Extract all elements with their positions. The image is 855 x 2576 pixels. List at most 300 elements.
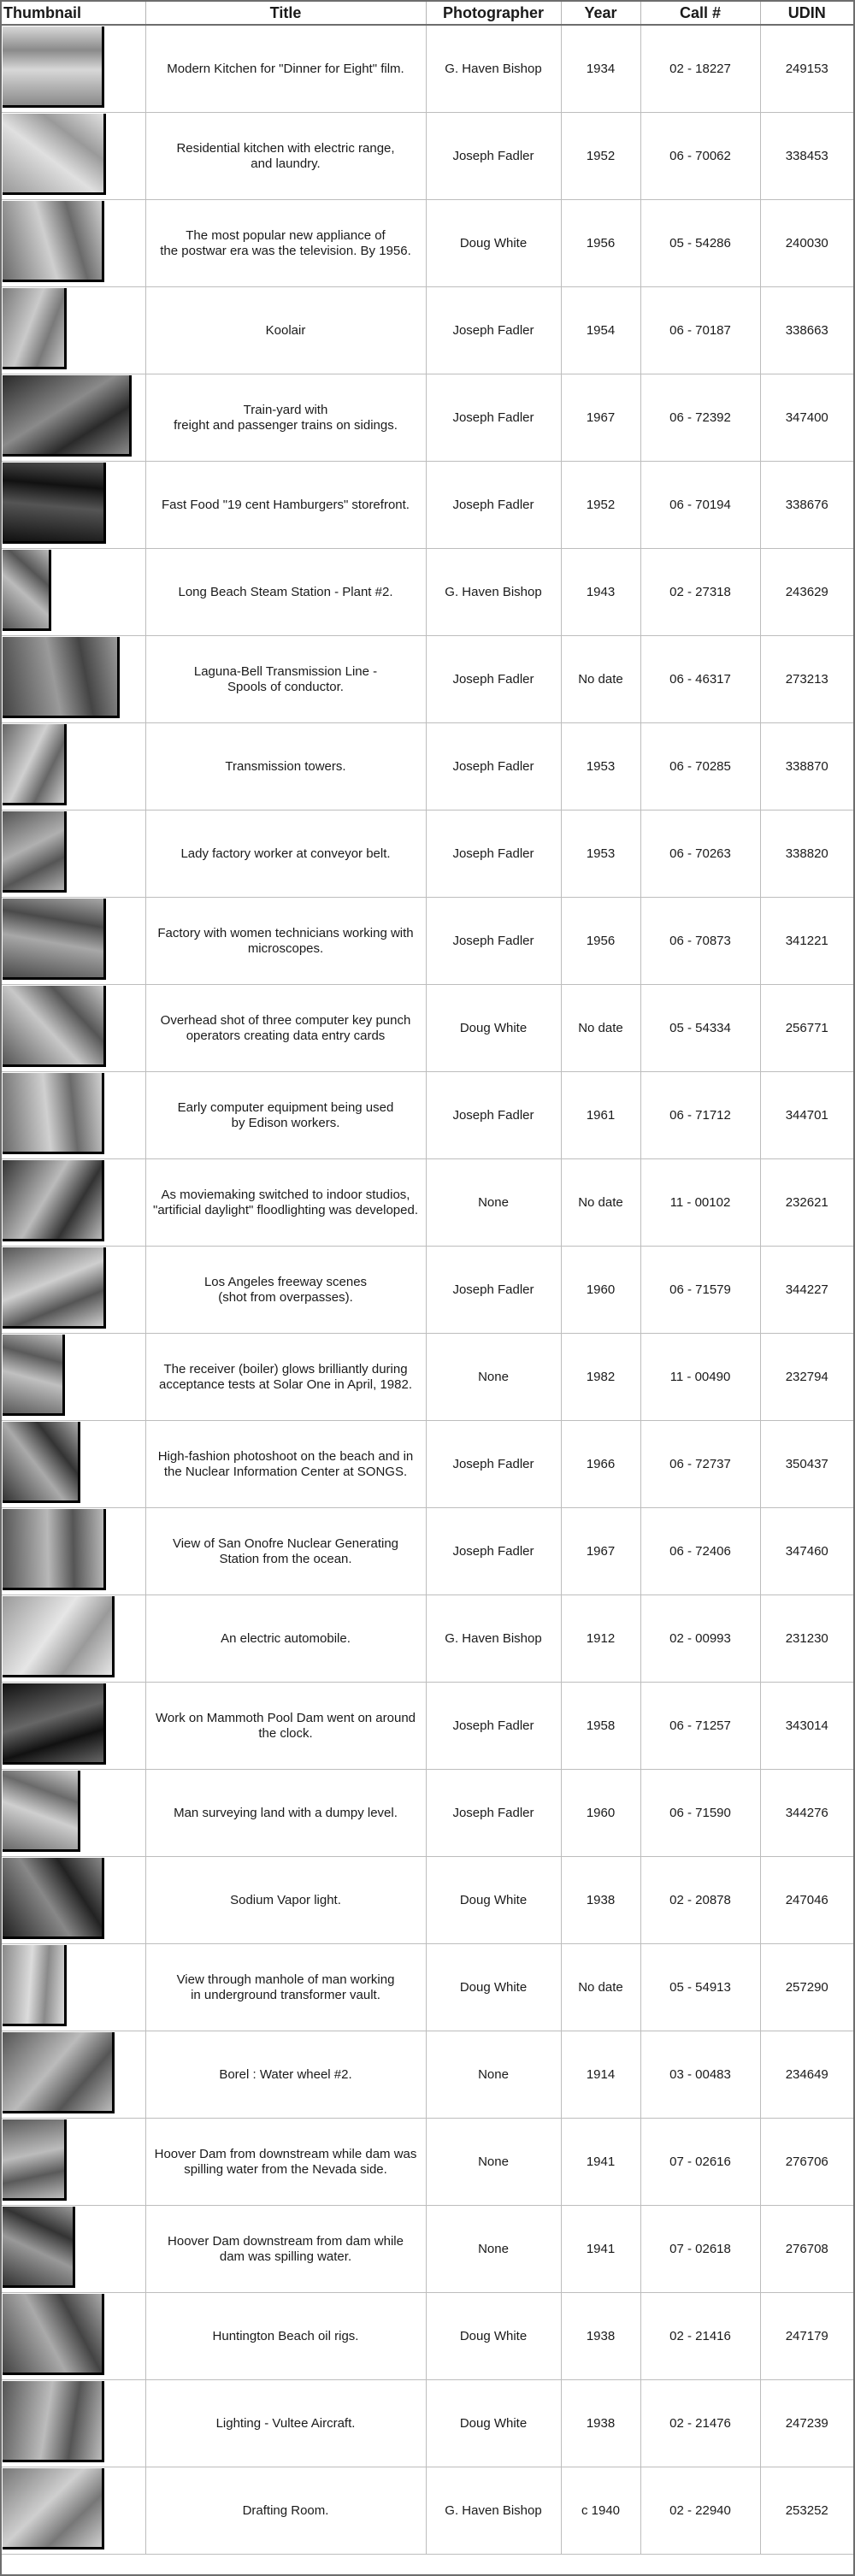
call-number-text: 07 - 02618 — [669, 2241, 731, 2256]
year-text: No date — [578, 1979, 623, 1995]
udin-cell — [760, 2380, 853, 2467]
udin-text: 253252 — [785, 2502, 828, 2518]
year-cell — [561, 1421, 640, 1508]
call-number-text: 11 - 00102 — [669, 1194, 731, 1210]
thumbnail-photo[interactable] — [3, 986, 106, 1067]
title-cell — [145, 1159, 426, 1247]
thumbnail-cell — [2, 1247, 145, 1334]
thumbnail-cell — [2, 723, 145, 811]
call-number-cell — [640, 1595, 760, 1683]
thumbnail-photo[interactable] — [3, 1509, 106, 1590]
year-text: 1938 — [586, 2328, 616, 2343]
thumbnail-cell — [2, 1421, 145, 1508]
title-text: Train-yard with freight and passenger trains on sidings. — [174, 402, 398, 433]
call-number-cell — [640, 2467, 760, 2555]
title-cell — [145, 549, 426, 636]
thumbnail-photo[interactable] — [3, 1858, 104, 1939]
thumbnail-photo[interactable] — [3, 550, 51, 631]
year-text: No date — [578, 1194, 623, 1210]
photographer-cell — [426, 2380, 561, 2467]
udin-text: 344276 — [785, 1805, 828, 1820]
title-cell — [145, 462, 426, 549]
year-cell — [561, 2031, 640, 2119]
call-number-cell — [640, 985, 760, 1072]
title-cell — [145, 2206, 426, 2293]
year-text: 1941 — [586, 2241, 616, 2256]
udin-text: 338676 — [785, 497, 828, 512]
year-text: 1952 — [586, 148, 616, 163]
thumbnail-photo[interactable] — [3, 114, 106, 195]
thumbnail-photo[interactable] — [3, 375, 132, 457]
year-cell — [561, 898, 640, 985]
udin-cell — [760, 1334, 853, 1421]
photographer-cell — [426, 287, 561, 374]
photographer-cell — [426, 1683, 561, 1770]
call-number-text: 06 - 70873 — [669, 933, 731, 948]
udin-cell — [760, 1595, 853, 1683]
year-cell — [561, 1595, 640, 1683]
photographer-text: Joseph Fadler — [452, 671, 534, 687]
thumbnail-cell — [2, 549, 145, 636]
udin-cell — [760, 1944, 853, 2031]
photo-catalog-table — [2, 2, 853, 2555]
table-row — [2, 25, 853, 113]
call-number-cell — [640, 549, 760, 636]
title-text: Fast Food "19 cent Hamburgers" storefront. — [162, 497, 410, 512]
photographer-text: Joseph Fadler — [452, 758, 534, 774]
call-number-cell — [640, 1508, 760, 1595]
title-cell — [145, 985, 426, 1072]
title-text: Transmission towers. — [225, 758, 346, 774]
title-cell — [145, 1247, 426, 1334]
photographer-cell — [426, 549, 561, 636]
table-row — [2, 1683, 853, 1770]
thumbnail-photo[interactable] — [3, 2294, 104, 2375]
table-row — [2, 1595, 853, 1683]
photographer-text: Joseph Fadler — [452, 1456, 534, 1471]
call-number-cell — [640, 2119, 760, 2206]
call-number-text: 06 - 72392 — [669, 410, 731, 425]
call-number-text: 06 - 71579 — [669, 1282, 731, 1297]
year-cell — [561, 1334, 640, 1421]
year-text: c 1940 — [581, 2502, 621, 2518]
year-text: 1943 — [586, 584, 616, 599]
title-text: Modern Kitchen for "Dinner for Eight" film. — [167, 61, 404, 76]
year-cell — [561, 2119, 640, 2206]
udin-cell — [760, 2293, 853, 2380]
year-cell — [561, 462, 640, 549]
year-text: 1958 — [586, 1718, 616, 1733]
year-cell — [561, 1944, 640, 2031]
call-number-text: 06 - 70285 — [669, 758, 731, 774]
call-number-text: 05 - 54913 — [669, 1979, 731, 1995]
udin-cell — [760, 811, 853, 898]
udin-text: 350437 — [785, 1456, 828, 1471]
udin-text: 232621 — [785, 1194, 828, 1210]
year-text: 1960 — [586, 1805, 616, 1820]
title-cell — [145, 2119, 426, 2206]
call-number-cell — [640, 462, 760, 549]
udin-text: 343014 — [785, 1718, 828, 1733]
title-cell — [145, 25, 426, 113]
table-row — [2, 2206, 853, 2293]
udin-text: 247239 — [785, 2415, 828, 2431]
call-number-text: 06 - 70194 — [669, 497, 731, 512]
table-row — [2, 287, 853, 374]
thumbnail-cell — [2, 1072, 145, 1159]
title-cell — [145, 723, 426, 811]
photographer-cell — [426, 2293, 561, 2380]
title-cell — [145, 200, 426, 287]
photographer-text: G. Haven Bishop — [445, 584, 542, 599]
title-cell — [145, 287, 426, 374]
photographer-text: None — [478, 2066, 509, 2082]
thumbnail-photo[interactable] — [3, 1247, 106, 1329]
table-row — [2, 549, 853, 636]
udin-text: 344227 — [785, 1282, 828, 1297]
call-number-text: 02 - 00993 — [669, 1630, 731, 1646]
photographer-text: Joseph Fadler — [452, 497, 534, 512]
call-number-cell — [640, 287, 760, 374]
thumbnail-cell — [2, 1857, 145, 1944]
photographer-cell — [426, 1508, 561, 1595]
photographer-text: None — [478, 1194, 509, 1210]
call-number-text: 07 - 02616 — [669, 2154, 731, 2169]
photographer-cell — [426, 1944, 561, 2031]
photographer-text: Joseph Fadler — [452, 322, 534, 338]
thumbnail-photo[interactable] — [3, 1596, 115, 1677]
photographer-cell — [426, 200, 561, 287]
udin-text: 338820 — [785, 846, 828, 861]
call-number-cell — [640, 1857, 760, 1944]
year-cell — [561, 1508, 640, 1595]
header-udin: UDIN — [760, 2, 853, 25]
call-number-cell — [640, 1770, 760, 1857]
title-text: Drafting Room. — [242, 2502, 329, 2518]
year-text: 1967 — [586, 1543, 616, 1559]
photographer-cell — [426, 1770, 561, 1857]
call-number-text: 06 - 71712 — [669, 1107, 731, 1123]
photographer-text: Joseph Fadler — [452, 148, 534, 163]
year-cell — [561, 1770, 640, 1857]
udin-cell — [760, 723, 853, 811]
photographer-text: Doug White — [459, 2415, 528, 2431]
thumbnail-photo[interactable] — [3, 27, 104, 108]
table-row — [2, 1421, 853, 1508]
year-text: 1956 — [586, 933, 616, 948]
call-number-text: 02 - 22940 — [669, 2502, 731, 2518]
udin-text: 344701 — [785, 1107, 828, 1123]
year-text: 1967 — [586, 410, 616, 425]
title-cell — [145, 1857, 426, 1944]
photographer-cell — [426, 636, 561, 723]
thumbnail-photo[interactable] — [3, 1683, 106, 1765]
thumbnail-photo[interactable] — [3, 2381, 104, 2462]
udin-text: 249153 — [785, 61, 828, 76]
photographer-text: G. Haven Bishop — [445, 1630, 542, 1646]
call-number-cell — [640, 1159, 760, 1247]
thumbnail-cell — [2, 113, 145, 200]
call-number-cell — [640, 374, 760, 462]
udin-cell — [760, 1683, 853, 1770]
thumbnail-cell — [2, 287, 145, 374]
year-text: 1941 — [586, 2154, 616, 2169]
call-number-cell — [640, 2380, 760, 2467]
title-text: Hoover Dam from downstream while dam was spilling water from the Nevada side. — [154, 2146, 417, 2177]
udin-text: 273213 — [785, 671, 828, 687]
thumbnail-cell — [2, 2293, 145, 2380]
header-call-number: Call # — [640, 2, 760, 25]
thumbnail-cell — [2, 2467, 145, 2555]
udin-text: 338453 — [785, 148, 828, 163]
table-row — [2, 1247, 853, 1334]
year-text: 1954 — [586, 322, 616, 338]
photographer-text: Doug White — [459, 1892, 528, 1907]
udin-text: 276706 — [785, 2154, 828, 2169]
call-number-cell — [640, 1421, 760, 1508]
year-cell — [561, 113, 640, 200]
year-cell — [561, 2293, 640, 2380]
title-text: Residential kitchen with electric range, and laundry. — [176, 140, 395, 171]
photographer-cell — [426, 2206, 561, 2293]
photographer-cell — [426, 1247, 561, 1334]
udin-cell — [760, 1159, 853, 1247]
title-cell — [145, 2467, 426, 2555]
thumbnail-cell — [2, 2119, 145, 2206]
photographer-text: G. Haven Bishop — [445, 61, 542, 76]
title-cell — [145, 1683, 426, 1770]
thumbnail-photo[interactable] — [3, 1771, 80, 1852]
call-number-text: 06 - 70187 — [669, 322, 731, 338]
call-number-text: 02 - 20878 — [669, 1892, 731, 1907]
year-cell — [561, 636, 640, 723]
year-text: 1960 — [586, 1282, 616, 1297]
year-cell — [561, 374, 640, 462]
photographer-cell — [426, 1595, 561, 1683]
call-number-cell — [640, 1072, 760, 1159]
call-number-text: 06 - 71257 — [669, 1718, 731, 1733]
year-cell — [561, 811, 640, 898]
table-row — [2, 374, 853, 462]
call-number-cell — [640, 1683, 760, 1770]
udin-text: 232794 — [785, 1369, 828, 1384]
udin-cell — [760, 549, 853, 636]
udin-cell — [760, 1508, 853, 1595]
call-number-cell — [640, 2293, 760, 2380]
udin-cell — [760, 898, 853, 985]
year-cell — [561, 287, 640, 374]
udin-cell — [760, 2206, 853, 2293]
title-text: Work on Mammoth Pool Dam went on around the clock. — [155, 1710, 416, 1741]
table-row — [2, 1159, 853, 1247]
thumbnail-cell — [2, 985, 145, 1072]
thumbnail-photo[interactable] — [3, 1335, 65, 1416]
thumbnail-photo[interactable] — [3, 1073, 104, 1154]
year-cell — [561, 1857, 640, 1944]
photographer-cell — [426, 723, 561, 811]
year-cell — [561, 2380, 640, 2467]
title-cell — [145, 1595, 426, 1683]
title-cell — [145, 1334, 426, 1421]
title-cell — [145, 1072, 426, 1159]
photographer-cell — [426, 811, 561, 898]
title-text: Long Beach Steam Station - Plant #2. — [178, 584, 393, 599]
title-cell — [145, 898, 426, 985]
thumbnail-cell — [2, 1595, 145, 1683]
udin-text: 276708 — [785, 2241, 828, 2256]
thumbnail-cell — [2, 2206, 145, 2293]
udin-text: 256771 — [785, 1020, 828, 1035]
title-cell — [145, 1770, 426, 1857]
table-row — [2, 200, 853, 287]
call-number-text: 06 - 70062 — [669, 148, 731, 163]
thumbnail-photo[interactable] — [3, 288, 67, 369]
header-thumbnail: Thumbnail — [2, 2, 145, 25]
year-text: 1956 — [586, 235, 616, 251]
thumbnail-cell — [2, 2380, 145, 2467]
title-cell — [145, 2031, 426, 2119]
thumbnail-photo[interactable] — [3, 1945, 67, 2026]
year-cell — [561, 2467, 640, 2555]
udin-cell — [760, 636, 853, 723]
thumbnail-photo[interactable] — [3, 2032, 115, 2113]
title-text: Overhead shot of three computer key punch operators creating data entry cards — [160, 1012, 411, 1043]
thumbnail-cell — [2, 1508, 145, 1595]
udin-cell — [760, 287, 853, 374]
call-number-cell — [640, 636, 760, 723]
header-photographer: Photographer — [426, 2, 561, 25]
thumbnail-photo[interactable] — [3, 2119, 67, 2201]
thumbnail-photo[interactable] — [3, 2468, 104, 2549]
year-text: 1961 — [586, 1107, 616, 1123]
thumbnail-photo[interactable] — [3, 1422, 80, 1503]
photographer-text: Joseph Fadler — [452, 1107, 534, 1123]
photographer-text: Joseph Fadler — [452, 1282, 534, 1297]
photographer-text: G. Haven Bishop — [445, 2502, 542, 2518]
year-cell — [561, 200, 640, 287]
call-number-text: 06 - 71590 — [669, 1805, 731, 1820]
title-text: The most popular new appliance of the postwar era was the television. By 1956. — [160, 227, 411, 258]
year-text: 1952 — [586, 497, 616, 512]
year-text: 1938 — [586, 1892, 616, 1907]
thumbnail-photo[interactable] — [3, 811, 67, 893]
year-text: 1953 — [586, 758, 616, 774]
title-cell — [145, 1508, 426, 1595]
udin-cell — [760, 2467, 853, 2555]
photographer-text: Joseph Fadler — [452, 1718, 534, 1733]
thumbnail-photo[interactable] — [3, 463, 106, 544]
call-number-cell — [640, 25, 760, 113]
table-row — [2, 2293, 853, 2380]
title-text: Laguna-Bell Transmission Line - Spools of conductor. — [193, 663, 378, 694]
title-text: Hoover Dam downstream from dam while dam was spilling water. — [168, 2233, 404, 2264]
thumbnail-photo[interactable] — [3, 637, 120, 718]
udin-cell — [760, 462, 853, 549]
title-text: As moviemaking switched to indoor studios, "artificial daylight" floodlighting was developed. — [153, 1187, 418, 1217]
udin-cell — [760, 1247, 853, 1334]
title-text: Huntington Beach oil rigs. — [212, 2328, 359, 2343]
udin-cell — [760, 985, 853, 1072]
header-title: Title — [145, 2, 426, 25]
thumbnail-photo[interactable] — [3, 724, 67, 805]
header-row — [2, 2, 853, 25]
thumbnail-cell — [2, 2031, 145, 2119]
title-text: The receiver (boiler) glows brilliantly during acceptance tests at Solar One in April, 1982. — [158, 1361, 412, 1392]
year-cell — [561, 723, 640, 811]
call-number-text: 02 - 27318 — [669, 584, 731, 599]
table-row — [2, 113, 853, 200]
thumbnail-cell — [2, 462, 145, 549]
table-row — [2, 2467, 853, 2555]
call-number-cell — [640, 1334, 760, 1421]
table-row — [2, 2031, 853, 2119]
call-number-text: 05 - 54334 — [669, 1020, 731, 1035]
udin-text: 234649 — [785, 2066, 828, 2082]
photographer-text: Doug White — [459, 235, 528, 251]
title-cell — [145, 811, 426, 898]
year-text: 1966 — [586, 1456, 616, 1471]
photographer-text: Joseph Fadler — [452, 933, 534, 948]
title-text: Man surveying land with a dumpy level. — [174, 1805, 398, 1820]
year-cell — [561, 1247, 640, 1334]
title-text: Koolair — [265, 322, 306, 338]
call-number-cell — [640, 113, 760, 200]
thumbnail-photo[interactable] — [3, 899, 106, 980]
title-text: High-fashion photoshoot on the beach and in the Nuclear Information Center at SONGS. — [157, 1448, 414, 1479]
udin-text: 338870 — [785, 758, 828, 774]
table-row — [2, 636, 853, 723]
year-cell — [561, 549, 640, 636]
udin-cell — [760, 1421, 853, 1508]
thumbnail-cell — [2, 374, 145, 462]
call-number-cell — [640, 723, 760, 811]
year-text: 1914 — [586, 2066, 616, 2082]
call-number-text: 06 - 72737 — [669, 1456, 731, 1471]
year-text: 1912 — [586, 1630, 616, 1646]
thumbnail-photo[interactable] — [3, 201, 104, 282]
thumbnail-cell — [2, 898, 145, 985]
title-text: Factory with women technicians working with microscopes. — [157, 925, 414, 956]
photographer-text: Joseph Fadler — [452, 410, 534, 425]
photographer-text: Joseph Fadler — [452, 1543, 534, 1559]
table-row — [2, 723, 853, 811]
photographer-cell — [426, 374, 561, 462]
photographer-cell — [426, 1072, 561, 1159]
year-cell — [561, 2206, 640, 2293]
udin-text: 347400 — [785, 410, 828, 425]
photographer-cell — [426, 898, 561, 985]
title-text: View of San Onofre Nuclear Generating Station from the ocean. — [172, 1536, 399, 1566]
title-text: Lighting - Vultee Aircraft. — [215, 2415, 356, 2431]
thumbnail-photo[interactable] — [3, 2207, 75, 2288]
title-text: An electric automobile. — [221, 1630, 351, 1646]
thumbnail-cell — [2, 1334, 145, 1421]
table-row — [2, 1857, 853, 1944]
photographer-text: Doug White — [459, 1020, 528, 1035]
udin-cell — [760, 25, 853, 113]
year-cell — [561, 985, 640, 1072]
year-text: No date — [578, 671, 623, 687]
call-number-text: 02 - 18227 — [669, 61, 731, 76]
year-text: 1982 — [586, 1369, 616, 1384]
title-cell — [145, 1944, 426, 2031]
photographer-cell — [426, 2119, 561, 2206]
call-number-text: 02 - 21476 — [669, 2415, 731, 2431]
call-number-cell — [640, 2206, 760, 2293]
thumbnail-photo[interactable] — [3, 1160, 104, 1241]
thumbnail-cell — [2, 636, 145, 723]
udin-cell — [760, 1072, 853, 1159]
